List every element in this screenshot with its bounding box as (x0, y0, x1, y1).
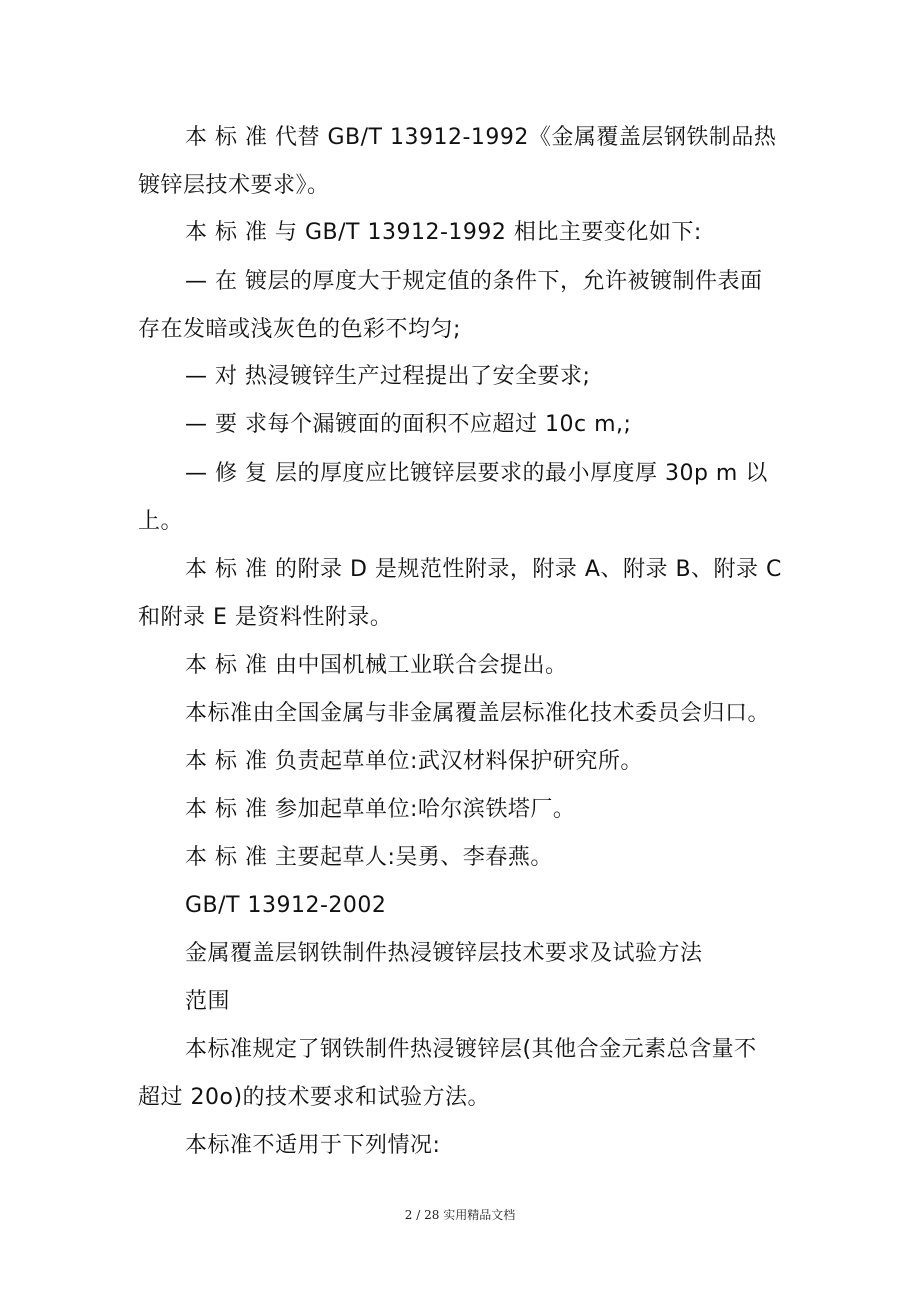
text-line: — 对 热浸镀锌生产过程提出了安全要求; (185, 364, 591, 389)
page-footer: 2 / 28 实用精品文档 (404, 1208, 516, 1222)
section-heading: 范围 (185, 989, 231, 1014)
text-line: 本 标 准 的附录 D 是规范性附录，附录 A、附录 B、附录 C (185, 557, 782, 582)
text-line: 本 标 准 负责起草单位:武汉材料保护研究所。 (185, 749, 643, 774)
text-line: 本标准规定了钢铁制件热浸镀锌层(其他合金元素总含量不 (185, 1037, 757, 1062)
text-line: 本 标 准 由中国机械工业联合会提出。 (185, 653, 568, 678)
text-line: 本标准由全国金属与非金属覆盖层标准化技术委员会归口。 (185, 701, 771, 726)
standard-number: GB/T 13912-2002 (185, 893, 387, 918)
text-line: 镀锌层技术要求》。 (138, 173, 330, 198)
text-line: 上。 (138, 509, 184, 534)
text-line: 和附录 E 是资料性附录。 (138, 605, 393, 630)
text-line: — 在 镀层的厚度大于规定值的条件下，允许被镀制件表面 (185, 269, 763, 294)
text-line: 本 标 准 与 GB/T 13912-1992 相比主要变化如下: (185, 220, 702, 245)
text-line: 超过 20o)的技术要求和试验方法。 (138, 1085, 491, 1110)
text-line: 本标准不适用于下列情况: (185, 1133, 441, 1158)
standard-title: 金属覆盖层钢铁制件热浸镀锌层技术要求及试验方法 (185, 941, 703, 966)
text-line: 本 标 准 参加起草单位:哈尔滨铁塔厂。 (185, 797, 576, 822)
text-line: 本 标 准 代替 GB/T 13912-1992《金属覆盖层钢铁制品热 (185, 125, 777, 150)
text-line: — 要 求每个漏镀面的面积不应超过 10c m,; (185, 412, 632, 437)
text-line: — 修 复 层的厚度应比镀锌层要求的最小厚度厚 30p m 以 (185, 461, 768, 486)
text-line: 存在发暗或浅灰色的色彩不均匀; (138, 317, 461, 342)
text-line: 本 标 准 主要起草人:吴勇、李春燕。 (185, 845, 553, 870)
